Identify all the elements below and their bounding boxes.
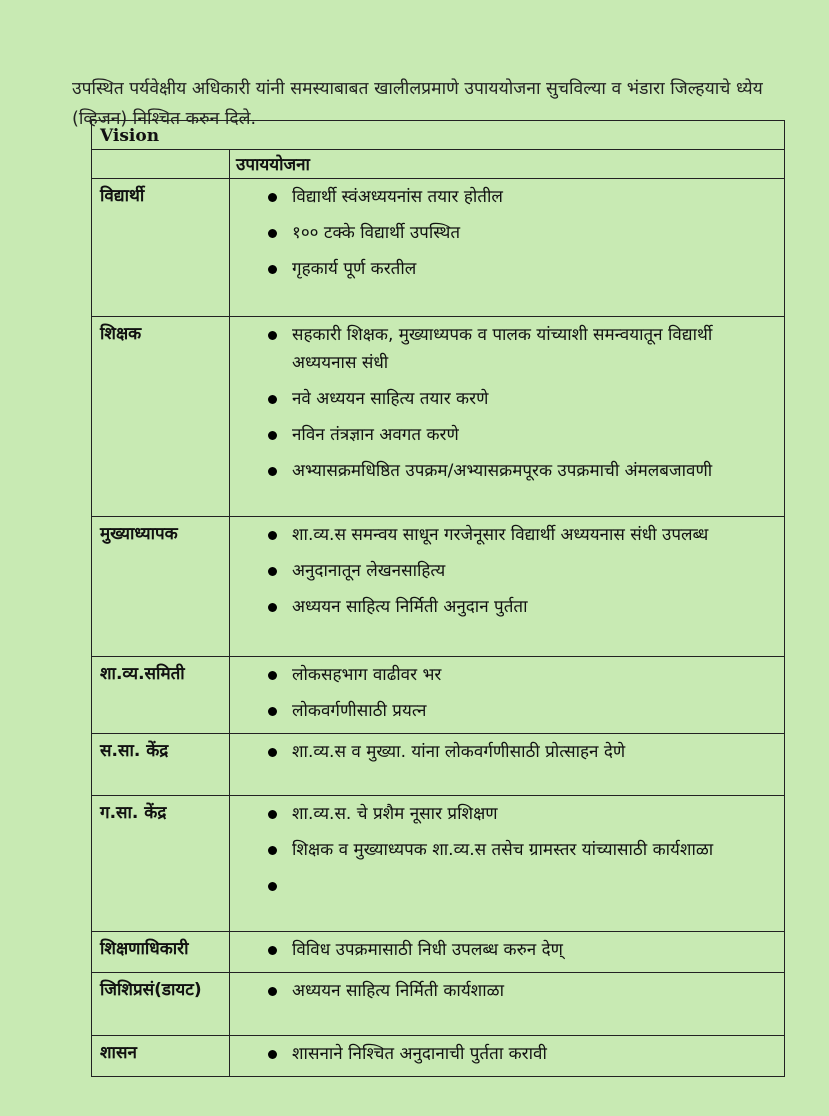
row-label: मुख्याध्यापक	[92, 517, 230, 657]
row-items-cell	[230, 179, 785, 317]
bullet-icon	[268, 882, 277, 891]
list-item	[268, 385, 764, 413]
bullet-list	[230, 932, 784, 964]
list-item	[268, 255, 764, 283]
bullet-list	[230, 657, 784, 725]
bullet-icon	[268, 671, 277, 680]
bullet-icon	[268, 707, 277, 716]
column-header: उपाययोजना	[230, 150, 785, 179]
list-item	[268, 1040, 764, 1068]
list-item	[268, 936, 764, 964]
list-item-text: अध्ययन साहित्य निर्मिती अनुदान पुर्तता	[292, 597, 528, 617]
list-item	[268, 836, 764, 864]
list-item-text: विद्यार्थी स्वंअध्ययनांस तयार होतील	[292, 187, 503, 207]
list-item	[268, 521, 764, 549]
table-row	[92, 932, 785, 973]
bullet-icon	[268, 846, 277, 855]
row-items-cell	[230, 657, 785, 734]
list-item-text: लोकसहभाग वाढीवर भर	[292, 665, 442, 685]
table-row	[92, 657, 785, 734]
list-item-text: नविन तंत्रज्ञान अवगत करणे	[292, 425, 459, 445]
row-label: शासन	[92, 1036, 230, 1077]
list-item	[268, 421, 764, 449]
table-row	[92, 973, 785, 1036]
list-item	[268, 800, 764, 828]
list-item-text: अध्ययन साहित्य निर्मिती कार्यशाळा	[292, 981, 504, 1001]
list-item-text: शा.व्य.स व मुख्या. यांना लोकवर्गणीसाठी प्रोत्साहन देणे	[292, 742, 626, 762]
list-item	[268, 557, 764, 585]
table-header-row	[92, 150, 785, 179]
row-items-cell	[230, 973, 785, 1036]
list-item	[268, 697, 764, 725]
row-items-cell	[230, 317, 785, 517]
table-title: Vision	[92, 121, 785, 150]
bullet-list	[230, 796, 784, 864]
bullet-icon	[268, 331, 277, 340]
bullet-icon	[268, 467, 277, 476]
row-label: ग.सा. केंद्र	[92, 796, 230, 932]
list-item-text: शिक्षक व मुख्याध्यपक शा.व्य.स तसेच ग्रामस्तर यांच्यासाठी कार्यशाळा	[292, 840, 714, 860]
bullet-list	[230, 179, 784, 283]
row-label: विद्यार्थी	[92, 179, 230, 317]
row-items-cell	[230, 796, 785, 932]
row-label: शा.व्य.समिती	[92, 657, 230, 734]
bullet-icon	[268, 603, 277, 612]
bullet-icon	[268, 395, 277, 404]
list-item	[268, 661, 764, 689]
list-item	[268, 219, 764, 247]
bullet-icon	[268, 946, 277, 955]
bullet-icon	[268, 531, 277, 540]
row-items-cell	[230, 1036, 785, 1077]
bullet-icon	[268, 810, 277, 819]
list-item-text: सहकारी शिक्षक, मुख्याध्यपक व पालक यांच्याशी समन्वयातून विद्यार्थी अध्ययनास संधी	[292, 325, 713, 373]
bullet-list	[230, 1036, 784, 1068]
list-item	[268, 321, 764, 377]
table-row	[92, 796, 785, 932]
list-item-text: अनुदानातून लेखनसाहित्य	[292, 561, 446, 581]
row-label: जिशिप्रसं(डायट)	[92, 973, 230, 1036]
list-item-text: अभ्यासक्रमधिष्ठित उपक्रम/अभ्यासक्रमपूरक उपक्रमाची अंमलबजावणी	[292, 461, 713, 481]
bullet-list	[230, 734, 784, 766]
bullet-list	[230, 317, 784, 485]
table-title-row	[92, 121, 785, 150]
list-item	[268, 977, 764, 1005]
list-item	[268, 738, 764, 766]
list-item-text: शा.व्य.स समन्वय साधून गरजेनूसार विद्यार्थी अध्ययनास संधी उपलब्ध	[292, 525, 709, 545]
list-item-text: नवे अध्ययन साहित्य तयार करणे	[292, 389, 489, 409]
vision-table	[91, 120, 785, 1077]
row-items-cell	[230, 517, 785, 657]
intro-paragraph: उपस्थित पर्यवेक्षीय अधिकारी यांनी समस्याबाबत खालीलप्रमाणे उपाययोजना सुचविल्या व भंडारा जिल्हयाचे ध्येय (व्हिजन) निश्चित करुन दिले.	[72, 78, 763, 129]
bullet-icon	[268, 265, 277, 274]
bullet-icon	[268, 193, 277, 202]
list-item-text: विविध उपक्रमासाठी निधी उपलब्ध करुन देण्	[292, 940, 563, 960]
table-row	[92, 517, 785, 657]
header-empty-cell	[92, 150, 230, 179]
table-body	[92, 179, 785, 1077]
bullet-icon	[268, 748, 277, 757]
list-item-text: शा.व्य.स. चे प्रशैम नूसार प्रशिक्षण	[292, 804, 498, 824]
bullet-icon	[268, 229, 277, 238]
table-row	[92, 734, 785, 796]
list-item-text: १०० टक्के विद्यार्थी उपस्थित	[292, 223, 461, 243]
bullet-list	[230, 517, 784, 621]
list-item-text: गृहकार्य पूर्ण करतील	[292, 259, 417, 279]
list-item	[268, 593, 764, 621]
row-label: शिक्षक	[92, 317, 230, 517]
bullet-icon	[268, 987, 277, 996]
row-label: स.सा. केंद्र	[92, 734, 230, 796]
list-item-text: शासनाने निश्चित अनुदानाची पुर्तता करावी	[292, 1044, 547, 1064]
table-row	[92, 1036, 785, 1077]
bullet-icon	[268, 1050, 277, 1059]
list-item	[268, 457, 764, 485]
row-label: शिक्षणाधिकारी	[92, 932, 230, 973]
bullet-icon	[268, 431, 277, 440]
row-items-cell	[230, 932, 785, 973]
table-row	[92, 317, 785, 517]
bullet-list	[230, 973, 784, 1005]
bullet-icon	[268, 567, 277, 576]
list-item	[268, 183, 764, 211]
table-row	[92, 179, 785, 317]
list-item-text: लोकवर्गणीसाठी प्रयत्न	[292, 701, 427, 721]
row-items-cell	[230, 734, 785, 796]
